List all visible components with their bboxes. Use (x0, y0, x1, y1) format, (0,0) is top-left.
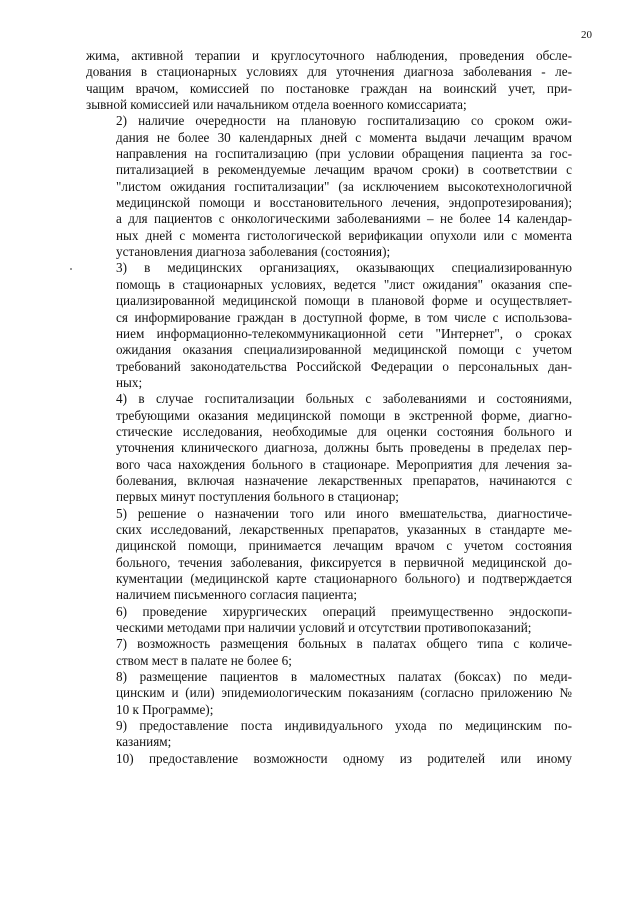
paragraph (86, 636, 572, 669)
text-line: уточнения клинического диагноза, должны быть проведены в пределах пер- (116, 440, 572, 456)
text-line: больного, течения заболевания, фиксируется в первичной медицинской до- (116, 554, 572, 570)
text-line: казаниям; (116, 734, 172, 750)
text-line: ных; (116, 374, 143, 390)
paragraph (86, 48, 572, 113)
text-line: ожидания оказания специализированной медицинской помощи с учетом (116, 342, 572, 358)
text-line: стические исследования, необходимые для оценки состояния больного и (116, 423, 572, 439)
text-line: ческими методами при наличии условий и отсутствии противопоказаний; (116, 620, 532, 636)
text-line: требований законодательства Российской Федерации о персональных дан- (116, 358, 572, 374)
text-line: первых минут поступления больного в стационар; (116, 489, 399, 505)
text-line: установления диагноза заболевания (состояния); (116, 244, 391, 260)
text-line: "листом ожидания госпитализации" (за исключением высокотехнологичной (116, 178, 572, 194)
text-line: 7) возможность размещения больных в палатах общего типа с количе- (116, 636, 572, 652)
text-line: нием информационно-телекоммуникационной сети "Интернет", о сроках (116, 325, 572, 341)
text-line: требующими оказания медицинской помощи в экстренной форме, диагно- (116, 407, 572, 423)
text-line: медицинской помощи и восстановительного лечения, эндопротезирования); (116, 195, 572, 211)
text-line: болевания, включая назначение лекарственных препаратов, начинаются с (116, 472, 572, 488)
scan-speck (70, 268, 72, 270)
text-line: дицинской помощи, принимается лечащим врачом с учетом состояния (116, 538, 572, 554)
paragraph (86, 751, 572, 767)
text-line: а для пациентов с онкологическими заболеваниями – не более 14 календар- (116, 211, 572, 227)
text-line: 10) предоставление возможности одному из родителей или иному (116, 750, 572, 766)
page-number: 20 (581, 29, 592, 41)
text-line: 5) решение о назначении того или иного вмешательства, диагностиче- (116, 505, 572, 521)
paragraph (86, 113, 572, 260)
text-line: ся информирование граждан в доступной форме, в том числе с использова- (116, 309, 572, 325)
text-line: 2) наличие очередности на плановую госпитализацию со сроком ожи- (116, 113, 572, 129)
text-line: вого часа нахождения больного в стационаре. Мероприятия для лечения за- (116, 456, 572, 472)
text-line: помощь в стационарных условиях, ведется "лист ожидания" оказания спе- (116, 276, 572, 292)
text-line: жима, активной терапии и круглосуточного наблюдения, проведения обсле- (86, 48, 572, 63)
text-line: цинским и (или) эпидемиологическим показаниям (согласно приложению № (116, 685, 572, 701)
text-line: ских исследований, лекарственных препаратов, указанных в стандарте ме- (116, 521, 572, 537)
text-line: чащим врачом, комиссией по постановке граждан на воинский учет, при- (86, 80, 572, 96)
text-line: циализированной медицинской помощи в плановой форме и осуществляет- (116, 293, 572, 309)
text-line: ных дней с момента гистологической верификации опухоли или с момента (116, 227, 572, 243)
paragraph (86, 260, 572, 391)
text-line: наличием письменного согласия пациента; (116, 587, 357, 603)
paragraph (86, 718, 572, 751)
paragraph (86, 391, 572, 505)
text-line: кументации (медицинской карте стационарного больного) и подтверждается (116, 571, 572, 586)
text-line: 6) проведение хирургических операций преимущественно эндоскопи- (116, 603, 572, 619)
text-line: направления на госпитализацию (при условии обращения пациента за гос- (116, 146, 572, 162)
text-line: ством мест в палате не более 6; (116, 652, 292, 668)
text-line: питализацией в рекомендуемые лечащим врачом сроки) в соответствии с (116, 162, 572, 178)
text-line: дования в стационарных условиях для уточнения диагноза заболевания - ле- (86, 64, 572, 80)
text-line: 9) предоставление поста индивидуального ухода по медицинским по- (116, 718, 572, 734)
text-line: 10 к Программе); (116, 701, 214, 717)
text-line: зывной комиссией или начальником отдела военного комиссариата; (86, 97, 467, 113)
paragraph (86, 669, 572, 718)
document-body (86, 48, 572, 767)
text-line: 8) размещение пациентов в маломестных палатах (боксах) по меди- (116, 669, 572, 685)
paragraph (86, 506, 572, 604)
text-line: дания не более 30 календарных дней с момента выдачи лечащим врачом (116, 129, 572, 145)
text-line: 3) в медицинских организациях, оказывающих специализированную (116, 260, 572, 276)
text-line: 4) в случае госпитализации больных с заболеваниями и состояниями, (116, 391, 572, 407)
paragraph (86, 604, 572, 637)
